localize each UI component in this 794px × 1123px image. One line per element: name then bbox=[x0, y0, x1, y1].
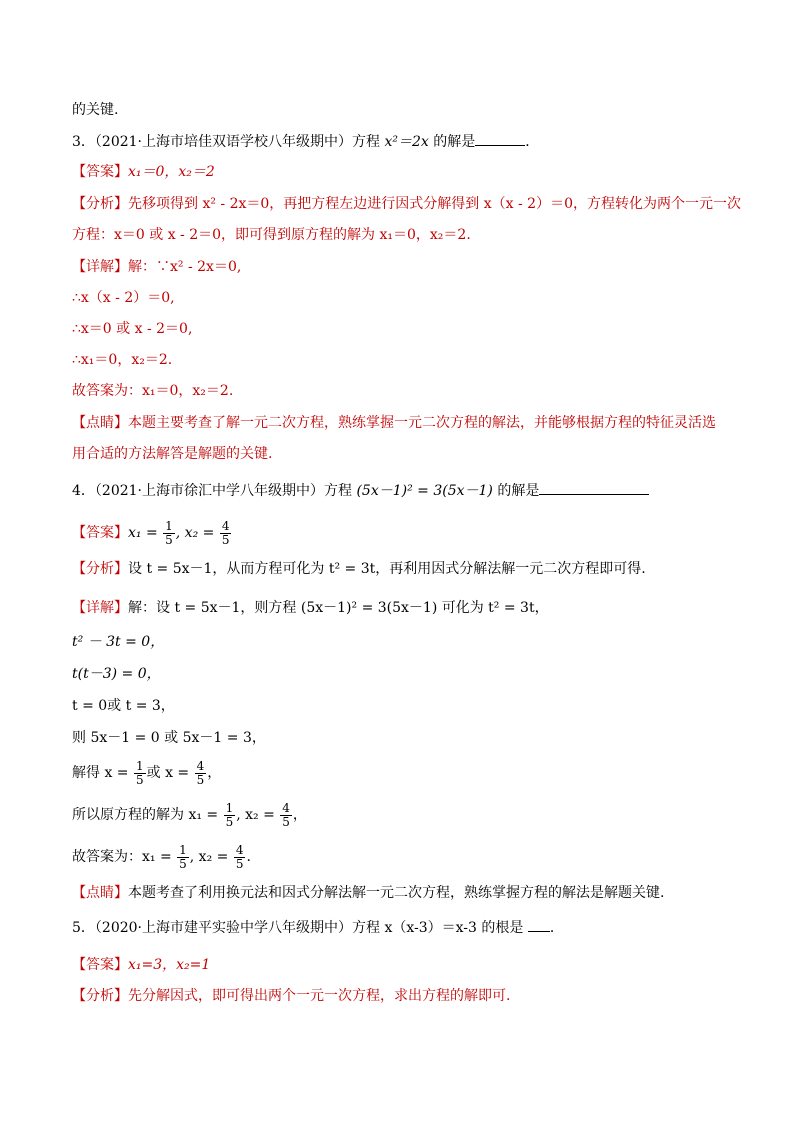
comment-line: 【点睛】本题考查了利用换元法和因式分解法解一元二次方程，熟练掌握方程的解法是解题关键. bbox=[72, 885, 665, 901]
question-4-stem: 4．（2021·上海市徐汇中学八年级期中）方程 (5x－1)² = 3(5x－1) 的解是 bbox=[72, 480, 722, 501]
detail-conclusion: 故答案为：x₁ = $\frac{1}{5}$ , x₂ = $\frac{4}{5}$ . bbox=[72, 842, 251, 871]
fraction: $\frac{1}{5}$ bbox=[225, 800, 234, 829]
fraction: $\frac{4}{5}$ bbox=[221, 518, 230, 547]
fraction: $\frac{4}{5}$ bbox=[196, 758, 205, 787]
detail-tag: 【详解】 bbox=[72, 259, 128, 275]
fraction: $\frac{1}{5}$ bbox=[135, 758, 144, 787]
question-3-stem: 3．（2021·上海市培佳双语学校八年级期中）方程 x²＝2x 的解是 ． bbox=[72, 131, 722, 152]
answer-blank bbox=[528, 917, 550, 932]
answer-blank bbox=[539, 480, 649, 495]
answer-tag: 【答案】 bbox=[72, 164, 128, 180]
comment-tag: 【点睛】 bbox=[72, 885, 128, 901]
detail-step: 所以原方程的解为 x₁ = $\frac{1}{5}$ , x₂ = $\frac{4}{5}$ ， bbox=[72, 800, 307, 829]
detail-step: t(t－3) = 0， bbox=[72, 666, 161, 682]
detail-step: t² － 3t = 0， bbox=[72, 634, 165, 650]
equation: (5x－1)² = 3(5x－1) bbox=[356, 483, 493, 499]
analysis-line bbox=[72, 194, 741, 214]
fraction: $\frac{4}{5}$ bbox=[235, 842, 244, 871]
fraction: $\frac{1}{5}$ bbox=[165, 518, 173, 547]
question-number: 3． bbox=[72, 134, 95, 150]
detail-tag: 【详解】 bbox=[72, 600, 128, 616]
analysis-line-2: 方程：x＝0 或 x - 2＝0，即可得到原方程的解为 x₁＝0，x₂＝2. bbox=[72, 227, 471, 243]
question-5-stem: 5．（2020·上海市建平实验中学八年级期中）方程 x（x-3）＝x-3 的根是 ． bbox=[72, 917, 722, 938]
question-number: 4． bbox=[72, 483, 95, 499]
detail-conclusion: 故答案为：x₁＝0，x₂＝2. bbox=[72, 383, 234, 399]
answer-line bbox=[72, 955, 722, 975]
detail-line: 【详解】解：∵x² - 2x＝0, bbox=[72, 259, 242, 275]
detail-step: 则 5x－1 = 0 或 5x－1 = 3， bbox=[72, 730, 266, 746]
detail-step: ∴x₁＝0，x₂＝2. bbox=[72, 352, 173, 368]
answer-text: x₁=3，x₂=1 bbox=[128, 957, 211, 973]
detail-step: 解得 x = $\frac{1}{5}$ 或 x = $\frac{4}{5}$ ， bbox=[72, 758, 222, 787]
analysis-tag: 【分析】 bbox=[72, 196, 128, 212]
analysis-line: 【分析】先分解因式，即可得出两个一元一次方程，求出方程的解即可. bbox=[72, 988, 511, 1004]
analysis-tag: 【分析】 bbox=[72, 561, 128, 577]
analysis-line: 【分析】设 t = 5x－1，从而方程可化为 t² = 3t，再利用因式分解法解一元二次方程即可得. bbox=[72, 561, 646, 577]
detail-step: t = 0或 t = 3， bbox=[72, 698, 175, 714]
analysis-text: 先移项得到 x² - 2x＝0，再把方程左边进行因式分解得到 x（x - 2）＝0，方程转化为两个一元一次 bbox=[128, 196, 741, 212]
prev-answer-tail: 的关键. bbox=[72, 102, 119, 118]
fraction: $\frac{1}{5}$ bbox=[179, 842, 187, 871]
answer-text: x₁＝0，x₂＝2 bbox=[128, 164, 215, 180]
analysis-tag: 【分析】 bbox=[72, 988, 128, 1004]
answer-line: 【答案】x₁ = $\frac{1}{5}$ , x₂ = $\frac{4}{5}$ bbox=[72, 518, 230, 547]
detail-line: 【详解】解：设 t = 5x－1，则方程 (5x－1)² = 3(5x－1) 可化为 t² = 3t， bbox=[72, 600, 549, 616]
comment-line: 【点睛】本题主要考查了解一元二次方程，熟练掌握一元二次方程的解法，并能够根据方程的特征灵活选 bbox=[72, 415, 716, 431]
question-source: （2021·上海市培佳双语学校八年级期中） bbox=[94, 134, 352, 150]
answer-blank bbox=[475, 131, 525, 146]
question-number: 5． bbox=[72, 920, 95, 936]
detail-step: ∴x（x - 2）＝0, bbox=[72, 290, 175, 306]
question-source: （2020·上海市建平实验中学八年级期中） bbox=[94, 920, 352, 936]
detail-step: ∴x＝0 或 x - 2＝0, bbox=[72, 321, 193, 337]
answer-tag: 【答案】 bbox=[72, 957, 128, 973]
answer-line bbox=[72, 162, 722, 182]
comment-line-2: 用合适的方法解答是解题的关键. bbox=[72, 446, 273, 462]
fraction: $\frac{4}{5}$ bbox=[282, 800, 290, 829]
comment-tag: 【点睛】 bbox=[72, 415, 128, 431]
answer-tag: 【答案】 bbox=[72, 525, 128, 541]
question-source: （2021·上海市徐汇中学八年级期中） bbox=[94, 483, 325, 499]
equation: x²＝2x bbox=[384, 134, 429, 150]
